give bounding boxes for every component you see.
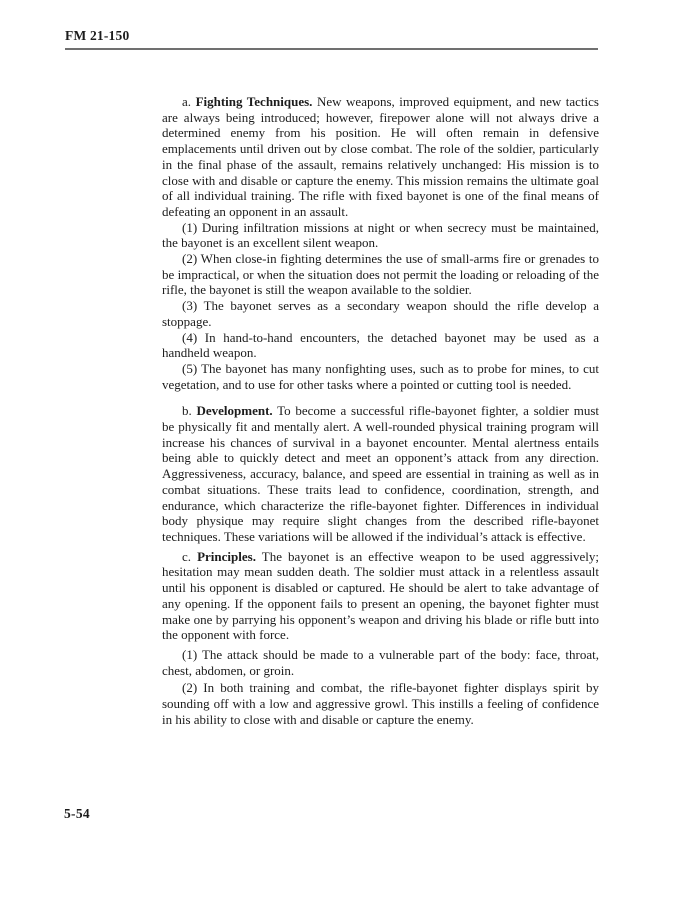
page-number: 5-54 — [64, 806, 90, 821]
paragraph-a — [162, 94, 599, 220]
paragraph-label: (1) — [182, 219, 198, 235]
paragraph-heading: Fighting Techniques. — [195, 94, 313, 109]
paragraph-text: New weapons, improved equipment, and new tactics are always being introduced; however, firepower alone will not always drive a determined enemy from his position. He will often remain in defensive emplacements until driven out by close combat. The role of the soldier, particularly in the final phase of the assault, remains relatively unchanged: His mission is to close with and disable or capture the enemy. This mission remains the ultimate goal of all individual training. The rifle with fixed bayonet is one of the final means of defeating an opponent in an assault. — [162, 94, 599, 219]
paragraph-text: The attack should be made to a vulnerable part of the body: face, throat, chest, abdomen, or groin. — [162, 646, 600, 678]
paragraph-text: The bayonet serves as a secondary weapon should the rifle develop a stoppage. — [162, 298, 600, 329]
paragraph-a1 — [162, 220, 599, 251]
page-body — [162, 94, 599, 727]
paragraph-text: During infiltration missions at night or when secrecy must be maintained, the bayonet is an excellent silent weapon. — [162, 219, 600, 251]
paragraph-label: c. — [182, 548, 192, 564]
page-header — [65, 27, 598, 50]
paragraph-text: When close-in fighting determines the use of small-arms fire or grenades to be impractical, or when the situation does not permit the loading or reloading of the rifle, the bayonet is still the weapon available to the soldier. — [162, 251, 600, 298]
paragraph-label: (4) — [182, 329, 198, 345]
paragraph-label: (3) — [182, 298, 198, 314]
paragraph-a2 — [162, 251, 599, 298]
paragraph-label: (1) — [182, 646, 198, 662]
paragraph-label: (2) — [182, 680, 198, 696]
paragraph-text: To become a successful rifle-bayonet fighter, a soldier must be physically fit and mentally alert. A well-rounded physical training program will increase his chances of survival in a bayonet encounter. Mental alertness entails being able to quickly detect and meet an opponent’s attack from any direction. Aggressiveness, accuracy, balance, and speed are essential in training as well as in combat situations. These traits lead to confidence, coordination, strength, and endurance, which characterize the rifle-bayonet fighter. Differences in individual body physique may require slight changes from the described rifle-bayonet techniques. These variations will be allowed if the individual’s attack is effective. — [162, 403, 599, 544]
paragraph-label: (5) — [182, 360, 198, 376]
paragraph-a5 — [162, 361, 599, 392]
paragraph-heading: Development. — [196, 403, 273, 419]
paragraph-c — [162, 549, 599, 643]
paragraph-text: In hand-to-hand encounters, the detached bayonet may be used as a handheld weapon. — [162, 329, 599, 361]
header-rule — [65, 48, 598, 50]
paragraph-a4 — [162, 330, 599, 361]
paragraph-text: In both training and combat, the rifle-bayonet fighter displays spirit by sounding off with a low and aggressive growl. This instills a feeling of confidence in his ability to close with and disable or capture the enemy. — [162, 680, 599, 727]
paragraph-text: The bayonet has many nonfighting uses, such as to probe for mines, to cut vegetation, and to use for other tasks where a pointed or cutting tool is needed. — [162, 360, 600, 392]
paragraph-c1 — [162, 647, 599, 678]
paragraph-label: (2) — [182, 251, 198, 267]
paragraph-a3 — [162, 298, 599, 329]
paragraph-label: b. — [182, 403, 192, 419]
paragraph-label: a. — [182, 94, 192, 109]
paragraph-heading: Principles. — [197, 548, 256, 564]
paragraph-b — [162, 403, 599, 544]
paragraph-c2 — [162, 680, 599, 727]
paragraph-text: The bayonet is an effective weapon to be used aggressively; hesitation may mean sudden death. The soldier must attack in a relentless assault until his opponent is disabled or captured. He should be alert to take advantage of any opening. If the opponent fails to present an opening, the bayonet fighter must make one by parrying his opponent’s weapon and driving his blade or rifle butt into the opponent with force. — [162, 548, 600, 643]
manual-number: FM 21-150 — [65, 28, 130, 43]
